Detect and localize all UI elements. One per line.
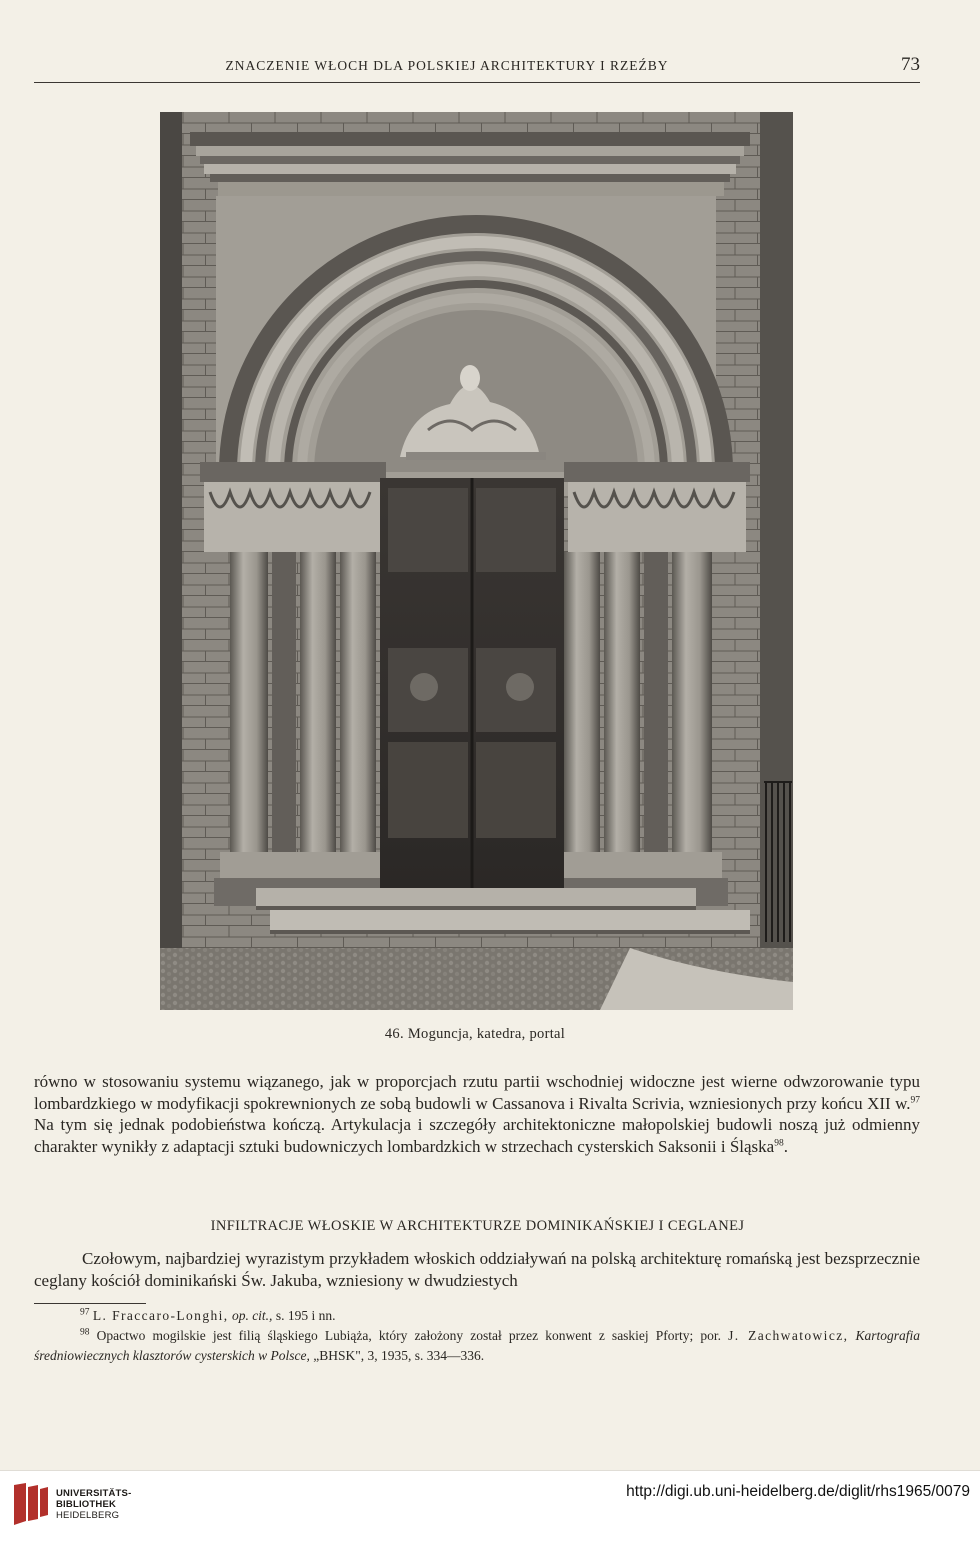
portal-illustration [160, 112, 793, 1010]
footnote-italic: op. cit., [231, 1308, 273, 1323]
permalink-url[interactable]: http://digi.ub.uni-heidelberg.de/diglit/rhs1965/0079 [626, 1483, 970, 1500]
footnote-98 [34, 1326, 920, 1366]
library-logo-icon [12, 1481, 50, 1527]
footnote-number: 98 [80, 1327, 90, 1338]
footnotes [34, 1306, 920, 1366]
footnote-text: Opactwo mogilskie jest filią śląskiego Lubiąża, który założony został przez konwent z saskiej Pforty; por. [96, 1328, 722, 1343]
paragraph-1 [34, 1071, 920, 1157]
figure-caption: 46. Moguncja, katedra, portal [384, 1026, 566, 1042]
footnote-rest: „BHSK", 3, 1935, s. 334—336. [313, 1348, 485, 1363]
footnote-rule [34, 1303, 146, 1304]
paragraph-2: Czołowym, najbardziej wyrazistym przykładem włoskich oddziaływań na polską architekturę romańską jest bezsprzecznie ceglany kościół dominikański Św. Jakuba, wzniesiony w dwudziestych [34, 1249, 920, 1290]
portal-photograph [160, 112, 793, 1010]
library-name-line3: HEIDELBERG [56, 1510, 120, 1521]
footnote-author: L. Fraccaro-Longhi, [92, 1308, 229, 1323]
footnote-97 [34, 1306, 920, 1326]
running-title: ZNACZENIE WŁOCH DLA POLSKIEJ ARCHITEKTURY I RZEŹBY [225, 58, 669, 73]
page-number: 73 [901, 54, 920, 75]
paragraph-1-text-a: równo w stosowaniu systemu wiązanego, jak w proporcjach rzutu partii wschodniej widoczne jest wierne odwzorowanie typu lombardzkiego w modyfikacji spokrewnionych ze sobą budowli w Cassanova i Rivalta Scrivia, wzniesionych przy końcu XII w. [34, 1072, 920, 1113]
note-ref-98[interactable]: 98 [774, 1137, 784, 1148]
library-name [56, 1488, 131, 1521]
section-heading: INFILTRACJE WŁOSKIE W ARCHITEKTURZE DOMINIKAŃSKIEJ I CEGLANEJ [210, 1218, 745, 1234]
running-head [34, 56, 920, 83]
note-ref-97[interactable]: 97 [910, 1094, 920, 1105]
digitization-footer [0, 1470, 980, 1542]
footnote-author: J. Zachwatowicz, [728, 1328, 849, 1343]
footnote-rest: s. 195 i nn. [275, 1308, 336, 1323]
footnote-number: 97 [80, 1307, 90, 1318]
library-name-line1: UNIVERSITÄTS- [56, 1488, 132, 1499]
paragraph-1-text-b: Na tym się jednak podobieństwa kończą. Artykulacja i szczegóły architektoniczne małopolskiej budowli noszą już odmienny charakter wynikły z adaptacji sztuki budowniczych lombardzkich w strzechach cysterskich Saksonii i Śląska [34, 1115, 920, 1156]
library-name-line2: BIBLIOTHEK [56, 1499, 117, 1510]
paragraph-1-text-c: . [783, 1136, 788, 1156]
footnote-italic: Kartografia średniowiecznych klasztorów cysterskich w Polsce, [34, 1328, 921, 1363]
